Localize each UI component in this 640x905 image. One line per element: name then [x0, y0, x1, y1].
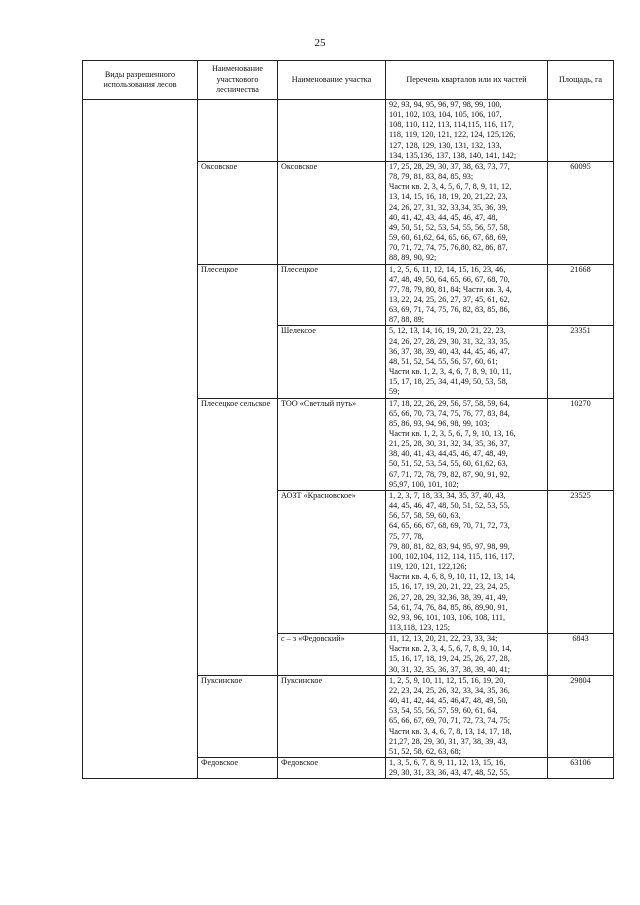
district-cell: Оксовское [198, 161, 278, 264]
section-cell: Плесецкое [278, 264, 386, 326]
blocks-line: 40, 41, 42, 44, 45, 46,47, 48, 49, 50, [389, 696, 508, 706]
section-cell: ТОО «Светлый путь» [278, 398, 386, 490]
blocks-line: Части кв. 3, 4, 6, 7, 8, 13, 14, 17, 18, [389, 726, 512, 736]
district-cell [198, 100, 278, 162]
blocks-line: 134, 135,136, 137, 138, 140, 141, 142; [389, 150, 517, 160]
blocks-line: 15, 16, 17, 18, 19, 24, 25, 26, 27, 28, [389, 654, 510, 664]
blocks-line: 65, 66, 67, 69, 70, 71, 72, 73, 74, 75; [389, 716, 510, 726]
blocks-line: 63, 69, 71, 74, 75, 76, 82, 83, 85, 86, [389, 305, 510, 315]
header-blocks: Перечень кварталов или их частей [386, 61, 548, 100]
blocks-line: 13, 22, 24, 25, 26, 27, 37, 45, 61, 62, [389, 294, 510, 304]
blocks-line: 78, 79, 81, 83, 84, 85, 93; [389, 172, 474, 182]
blocks-line: 59; [389, 387, 400, 397]
blocks-cell [386, 326, 548, 398]
blocks-line: Части кв. 1, 2, 3, 5, 6, 7, 9, 10, 13, 16, [389, 429, 516, 438]
section-cell: Оксовское [278, 161, 386, 264]
blocks-cell [386, 398, 548, 490]
blocks-line: 11, 12, 13, 20, 21, 22, 23, 33, 34; [389, 634, 498, 644]
header-district: Наименование участкового лесничества [198, 61, 278, 100]
blocks-line: 24, 26, 27, 31, 32, 33,34, 35, 36, 39, [389, 202, 508, 212]
blocks-line: 1, 2, 5, 6, 11, 12, 14, 15, 16, 23, 46, [389, 264, 506, 274]
area-cell [548, 100, 614, 162]
area-cell: 23525 [548, 490, 614, 633]
section-cell [278, 100, 386, 162]
blocks-line: 29, 30, 31, 33, 36, 43, 47, 48, 52, 55, [389, 768, 510, 778]
blocks-line: 75, 77, 78, [389, 531, 424, 541]
blocks-line: 95,97, 100, 101, 102; [389, 479, 459, 489]
district-cell: Плесецкое [198, 264, 278, 398]
area-cell: 29804 [548, 675, 614, 757]
blocks-line: 5, 12, 13, 14, 16, 19, 20, 21, 22, 23, [389, 326, 506, 336]
blocks-line: 38, 40, 41, 43, 44,45, 46, 47, 48, 49, [389, 449, 508, 459]
blocks-line: 119, 120, 121, 122,126; [389, 562, 467, 572]
blocks-line: Части кв. 4, 6, 8, 9, 10, 11, 12, 13, 14, [389, 572, 516, 582]
blocks-line: 85, 86, 93, 94, 96, 98, 99, 103; [389, 418, 490, 428]
blocks-line: 108, 110, 112, 113, 114,115, 116, 117, [389, 120, 514, 130]
blocks-line: 67, 71, 72, 78, 79, 82, 87, 90, 91, 92, [389, 469, 510, 479]
blocks-line: 50, 51, 52, 53, 54, 55, 60, 61,62, 63, [389, 459, 508, 469]
blocks-line: 56, 57, 58, 59, 60, 63, [389, 511, 461, 521]
table-body [83, 100, 614, 779]
blocks-line: 100, 102,104, 112, 114, 115, 116, 117, [389, 551, 515, 561]
blocks-line: 21,27, 28, 29, 30, 31, 37, 38, 39, 43, [389, 736, 508, 746]
blocks-cell [386, 264, 548, 326]
blocks-line: 54, 61, 74, 76, 84, 85, 86, 89,90, 91, [389, 602, 508, 612]
blocks-line: 79, 80, 81, 82, 83, 94, 95, 97, 98, 99, [389, 541, 510, 551]
blocks-line: 47, 48, 49, 50, 64, 65, 66, 67, 68, 70, [389, 274, 510, 284]
blocks-line: 13, 14, 15, 16, 18, 19, 20, 21,22, 23, [389, 192, 508, 202]
area-cell: 6843 [548, 634, 614, 676]
blocks-line: 118, 119, 120, 121, 122, 124, 125,126, [389, 130, 516, 140]
header-area: Площадь, га [548, 61, 614, 100]
blocks-cell [386, 675, 548, 757]
blocks-cell [386, 758, 548, 779]
blocks-line: 15, 17, 18, 25, 34, 41,49, 50, 53, 58, [389, 377, 508, 387]
blocks-cell [386, 100, 548, 162]
blocks-line: 92, 93, 94, 95, 96, 97, 98, 99, 100, [389, 100, 502, 109]
blocks-line: 15, 16, 17, 19, 20, 21, 22, 23, 24, 25, [389, 582, 510, 592]
district-cell: Пуксинское [198, 675, 278, 757]
blocks-line: 21, 25, 28, 30, 31, 32, 34, 35, 36, 37, [389, 439, 510, 449]
blocks-line: 64, 65, 66, 67, 68, 69, 70, 71, 72, 73, [389, 521, 510, 531]
table-header-row [83, 61, 614, 100]
area-cell: 63106 [548, 758, 614, 779]
section-cell: с – з «Федовский» [278, 634, 386, 676]
area-cell: 23351 [548, 326, 614, 398]
header-section: Наименование участка [278, 61, 386, 100]
use-type-cell [83, 100, 198, 779]
blocks-line: 87, 88, 89; [389, 315, 425, 325]
blocks-line: Части кв. 1, 2, 3, 4, 6, 7, 8, 9, 10, 11, [389, 367, 512, 377]
blocks-line: 40, 41, 42, 43, 44, 45, 46, 47, 48, [389, 212, 498, 222]
district-cell: Федовское [198, 758, 278, 779]
blocks-line: 92, 93, 96, 101, 103, 106, 108, 111, [389, 612, 506, 622]
page-number: 25 [314, 37, 326, 49]
district-cell: Плесецкое сельское [198, 398, 278, 675]
section-cell: АОЗТ «Красновское» [278, 490, 386, 633]
section-cell: Пуксинское [278, 675, 386, 757]
blocks-line: 17, 25, 28, 29, 30, 37, 38, 63, 73, 77, [389, 161, 510, 171]
blocks-line: 53, 54, 55, 56, 57, 59, 60, 61, 64, [389, 706, 498, 716]
blocks-cell [386, 490, 548, 633]
blocks-line: 113,118, 123, 125; [389, 622, 451, 632]
blocks-line: 101, 102, 103, 104, 105, 106, 107, [389, 110, 502, 120]
area-cell: 21668 [548, 264, 614, 326]
area-cell: 60095 [548, 161, 614, 264]
blocks-line: 88, 89, 90, 92; [389, 253, 437, 263]
blocks-line: 1, 2, 3, 7, 18, 33, 34, 35, 37, 40, 43, [389, 490, 506, 500]
blocks-line: 1, 2, 5, 9, 10, 11, 12, 15, 16, 19, 20, [389, 675, 506, 685]
blocks-line: 36, 37, 38, 39, 40, 43, 44, 45, 46, 47, [389, 346, 510, 356]
blocks-line: 44, 45, 46, 47, 48, 50, 51, 52, 53, 55, [389, 501, 510, 511]
blocks-line: 26, 27, 28, 29, 32,36, 38, 39, 41, 49, [389, 592, 508, 602]
blocks-line: 59, 60, 61,62, 64, 65, 66, 67, 68, 69, [389, 233, 508, 243]
blocks-line: 77, 78, 79, 80, 81, 84; Части кв. 3, 4, [389, 284, 512, 294]
header-use-type: Виды разрешенного использования лесов [83, 61, 198, 100]
blocks-line: 51, 52, 58, 62, 63, 68; [389, 746, 461, 756]
blocks-line: 22, 23, 24, 25, 26, 32, 33, 34, 35, 36, [389, 685, 510, 695]
blocks-line: 65, 66, 70, 73, 74, 75, 76, 77, 83, 84, [389, 408, 510, 418]
blocks-line: 49, 50, 51, 52, 53, 54, 55, 56, 57, 58, [389, 222, 510, 232]
blocks-line: 70, 71, 72, 74, 75, 76,80, 82, 86, 87, [389, 243, 508, 253]
blocks-line: 30, 31, 32, 35, 36, 37, 38, 39, 40, 41; [389, 664, 510, 674]
blocks-line: Части кв. 2, 3, 4, 5, 6, 7, 8, 9, 10, 14, [389, 644, 512, 654]
blocks-line: 17, 18, 22, 26, 29, 56, 57, 58, 59, 64, [389, 398, 510, 408]
section-cell: Шелексое [278, 326, 386, 398]
forest-use-table [82, 60, 614, 779]
section-cell: Федовское [278, 758, 386, 779]
blocks-line: 48, 51, 52, 54, 55, 56, 57, 60, 61; [389, 356, 498, 366]
blocks-cell [386, 634, 548, 676]
blocks-cell [386, 161, 548, 264]
blocks-line: 127, 128, 129, 130, 131, 132, 133, [389, 140, 502, 150]
blocks-line: Части кв. 2, 3, 4, 5, 6, 7, 8, 9, 11, 12, [389, 182, 512, 192]
table-row [83, 100, 614, 162]
blocks-line: 24, 26, 27, 28, 29, 30, 31, 32, 33, 35, [389, 336, 510, 346]
area-cell: 10270 [548, 398, 614, 490]
blocks-line: 1, 3, 5, 6, 7, 8, 9, 11, 12, 13, 15, 16, [389, 758, 506, 767]
